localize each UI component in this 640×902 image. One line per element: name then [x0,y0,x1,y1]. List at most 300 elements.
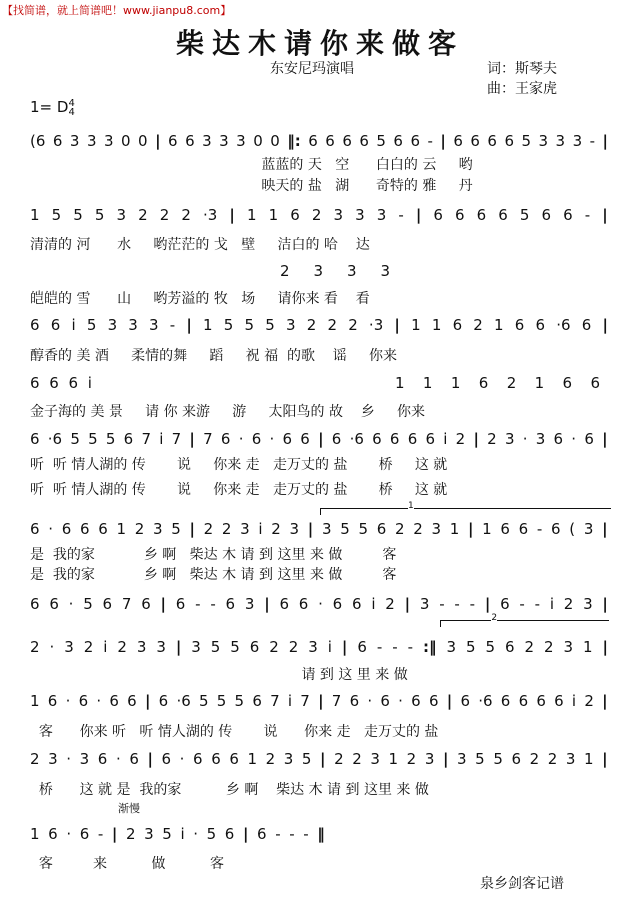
note: 6 [48,825,58,843]
note: 2 [138,206,148,224]
note: 1 [582,638,593,656]
note: 6 [225,595,236,613]
note: 5 [94,206,105,224]
note: 3 [116,206,127,224]
note: 6 [410,132,420,150]
notation-line [30,595,608,613]
note: 6 [554,692,564,710]
note: 1 [30,825,40,843]
note: · [48,520,54,538]
note: 2 [543,638,554,656]
note: 3 [128,316,138,334]
note: 5 [234,692,245,710]
note: 3 [446,638,456,656]
barline: | [602,430,608,448]
note: 6 [331,430,342,448]
barline: | [242,825,249,843]
note: 6 [30,374,40,392]
lyric-line: 桥 这 就 是 我的家 乡 啊 柴达 木 请 到 这里 来 做 [30,782,429,798]
note: - [398,206,404,224]
note: 1 [203,316,213,334]
note: 2 [30,750,40,768]
note: i [371,595,376,613]
note: 3 [64,638,74,656]
note: 2 [221,520,232,538]
note: 2 [134,520,145,538]
notation-line [30,206,608,224]
note: 2 [159,206,170,224]
note: 6 [211,750,221,768]
barline: | [144,692,151,710]
lyric-line: 听 听 情人湖的 传 说 你来 走 走万丈的 盐 桥 这 就 [30,482,448,498]
note: 5 [265,316,275,334]
lyric-line: 是 我的家 乡 啊 柴达 木 请 到 这里 来 做 客 [30,567,397,583]
barline: | [602,132,608,150]
note: 6 [224,825,235,843]
note: 5 [475,750,485,768]
note: 6 [47,692,58,710]
barline: | [320,750,326,768]
note: i [287,692,293,710]
note: 2 [529,750,540,768]
note: 3 [79,750,90,768]
note: - [439,595,445,613]
note: 2 [288,638,299,656]
note: 6 [129,750,139,768]
note: 3 [565,750,576,768]
site-banner[interactable]: 【找简谱，就上简谱吧！www.jianpu8.com】 [2,4,232,17]
note: i [549,595,554,613]
note: 3 [583,520,594,538]
note: 3 [555,132,566,150]
note: · [238,430,244,448]
note: 3 [424,750,435,768]
note: 3 [191,638,201,656]
note: - [407,638,414,656]
note: 3 [283,750,294,768]
note: 3 [321,520,332,538]
note: 1 [584,750,594,768]
note: i [71,316,76,334]
lyric-line: 金子海的 美 景 请 你 来游 游 太阳鸟的 故 乡 你来 [30,404,426,420]
note: ·6 [47,430,63,448]
notation-line [395,374,600,392]
note: 6 [300,430,310,448]
lyric-line: 清清的 河 水 哟茫茫的 戈 壁 洁白的 哈 达 [30,237,370,253]
note: 2 [30,638,40,656]
note: 3 [313,262,324,280]
note: 6 [536,692,546,710]
note: 6 [127,692,137,710]
note: 6 [252,692,262,710]
note: 6 [487,132,497,150]
note: 3 [48,750,58,768]
note: 2 [348,316,358,334]
note: 6 [290,206,300,224]
notation-line [30,825,325,843]
note: 6 [372,430,382,448]
note: 1 [246,206,257,224]
note: 6 [168,132,178,150]
barline: | [307,520,314,538]
note: 6 [220,430,231,448]
note: 3 [419,595,430,613]
notation-line [30,750,608,768]
note: 3 [156,638,166,656]
note: 3 [202,132,212,150]
note: 3 [380,262,390,280]
note: 2 [506,374,517,392]
barline: ‖ [317,825,325,843]
note: 3 [289,520,300,538]
barline: | [341,638,348,656]
lyric-line: 映天的 盐 湖 奇特的 雅 丹 [30,178,473,194]
note: - [589,132,596,150]
note: 6 [249,638,260,656]
barline: | [602,595,608,613]
note: i [443,430,448,448]
note: 1 [449,520,460,538]
key-signature [30,98,75,117]
note: 3 [355,206,365,224]
note: 6 [30,520,40,538]
note: ( [569,520,576,538]
time-sig-top: 4 [68,97,75,109]
note: 3 [144,825,154,843]
note: 6 [359,132,369,150]
note: 6 [476,206,487,224]
barline: | [147,750,153,768]
key-label: 1= D [30,98,69,116]
note: · [115,750,121,768]
note: 6 [185,132,195,150]
note: 3 [69,132,80,150]
note: ·6 [556,316,571,334]
note: - [275,825,281,843]
barline: | [602,638,608,656]
note: 6 [30,595,40,613]
note: 5 [223,316,234,334]
note: 2 [385,595,395,613]
barline: | [189,520,195,538]
note: 7 [331,692,342,710]
note: 5 [86,316,97,334]
note: 5 [493,750,503,768]
note: 6 [433,206,443,224]
note: 6 [498,206,508,224]
barline: | [602,316,608,334]
barline: | [394,316,400,334]
barline: | [602,692,608,710]
note: 3 [219,132,229,150]
barline: | [318,430,324,448]
note: 5 [51,206,62,224]
notation-line [30,638,608,656]
note: 3 [583,595,593,613]
note: - [519,595,525,613]
lyric-line: 醇香的 美 酒 柔情的舞 蹈 祝 福 的歌 谣 你来 [30,348,398,364]
note: 2 [311,206,322,224]
note: 7 [171,430,182,448]
barline: | [602,520,608,538]
note: 6 [452,316,463,334]
note: 6 [504,132,514,150]
time-sig-bottom: 4 [68,106,75,118]
volta-bracket [440,613,609,627]
note: 7 [141,430,151,448]
lyric-line: 客 来 做 客 [30,856,224,872]
note: 2 [83,638,94,656]
note: ·6 [478,692,493,710]
note: 2 [269,638,279,656]
note: 6 [175,595,186,613]
volta-bracket [320,501,611,515]
note: 3 [431,520,442,538]
barline: | [442,750,449,768]
note: 2 [563,595,574,613]
note: - [536,520,543,538]
note: · [65,692,71,710]
note: · [66,825,72,843]
note: 0 [121,132,131,150]
note: 2 [524,638,534,656]
note: 3 [86,132,97,150]
note: 6 [518,520,529,538]
note: 5 [301,750,312,768]
note: 6 [514,316,525,334]
note: 5 [83,595,93,613]
note: 3 [370,750,380,768]
note: 6 [282,430,293,448]
lyric-line: 是 我的家 乡 啊 柴达 木 请 到 这里 来 做 客 [30,547,397,563]
note: ·3 [203,206,218,224]
note: 5 [216,692,227,710]
note: 6 [298,595,309,613]
volta-number: 2 [491,613,498,623]
note: 5 [519,206,530,224]
note: · [571,430,577,448]
notation-line [30,316,608,334]
note: 6 [470,132,480,150]
note: 6 [308,132,318,150]
note: 6 [352,595,362,613]
note: 5 [171,520,181,538]
note: 6 [511,750,521,768]
note: 6 [78,692,89,710]
note: 5 [206,825,217,843]
note: 3 [572,132,583,150]
note: ·3 [368,316,384,334]
note: - [469,595,476,613]
note: 2 [125,825,136,843]
barline: | [160,595,167,613]
note: 6 [425,430,436,448]
lyric-line: 皑皑的 雪 山 哟芳溢的 牧 场 请你来 看 看 [30,291,370,307]
note: 1 [388,750,399,768]
note: 2 [181,206,191,224]
note: 5 [244,316,255,334]
note: 2 [455,430,466,448]
barline: | [602,750,608,768]
note: i [103,638,108,656]
note: 1 [116,520,127,538]
note: 6 [393,132,403,150]
note: 6 [161,750,172,768]
note: 1 [30,692,40,710]
note: 6 [349,692,360,710]
note: 6 [563,206,573,224]
note: 5 [105,430,116,448]
note: 6 [389,430,400,448]
note: 6 [535,316,546,334]
notation-line [30,430,608,448]
note: 3 [107,316,118,334]
note: 2 [487,430,497,448]
note: 6 [109,692,119,710]
note: 0 [138,132,148,150]
note: 6 [455,206,465,224]
note: 5 [210,638,221,656]
note: 6 [411,692,421,710]
volta-number: 1 [408,501,414,511]
note: 1 [494,316,504,334]
note: 3 [308,638,318,656]
barline: | [446,692,453,710]
note: 6 [251,430,262,448]
note: 2 [271,520,281,538]
note: 3 [376,206,387,224]
note: 3 [152,520,163,538]
note: 6 [141,595,151,613]
note: 6 [61,520,72,538]
note: 6 [52,132,63,150]
note: - [392,638,398,656]
note: 2 [473,316,483,334]
note: · [68,595,74,613]
note: 6 [584,430,594,448]
note: 2 [117,638,127,656]
note: · [49,638,55,656]
note: 5 [88,430,98,448]
note: 3 [333,206,343,224]
note: 6 [380,692,390,710]
barline: :‖ [422,638,437,656]
note: - [584,206,591,224]
notation-line [30,132,608,150]
note: 6 [30,316,40,334]
note: 5 [70,430,80,448]
note: 6 [504,638,515,656]
note: 6 [376,520,387,538]
note: 6 [49,595,59,613]
note: 6 [79,520,90,538]
note: - [454,595,460,613]
note: · [269,430,275,448]
lyric-line: 客 你来 听 听 情人湖的 传 说 你来 走 走万丈的 盐 [30,724,439,740]
note: 1 [482,520,492,538]
note: 3 [103,132,114,150]
note: 1 [534,374,545,392]
note: i [180,825,185,843]
note: 0 [253,132,263,150]
note: · [66,750,72,768]
note: 5 [485,638,495,656]
note: ·6 [349,430,364,448]
lyric-line: 听 听 情人湖的 传 说 你来 走 走万丈的 盐 桥 这 就 [30,457,448,473]
barline: | [318,692,324,710]
note: 6 [123,430,134,448]
lyricist-credit: 词：斯琴夫 [487,61,557,77]
note: - [534,595,541,613]
barline: | [229,206,235,224]
note: 6 [342,132,352,150]
transcriber-credit: 泉乡剑客记谱 [480,876,564,892]
note: 6 [30,430,40,448]
note: 6 [229,750,239,768]
note: - [97,825,104,843]
barline: | [440,132,446,150]
note: 2 [584,692,594,710]
note: 5 [376,132,386,150]
note: 0 [270,132,280,150]
note: 6 [193,750,203,768]
note: 2 [334,750,344,768]
tempo-marking: 渐慢 [118,802,140,815]
note: 6 [500,520,510,538]
note: ·6 [176,692,191,710]
barline: | [264,595,270,613]
note: 2 [547,750,558,768]
note: 2 [352,750,362,768]
note: i [258,520,263,538]
note: 6 [98,520,108,538]
note: i [159,430,164,448]
notation-line [30,520,608,538]
note: 2 [203,520,214,538]
note: · [367,692,373,710]
notation-line [30,692,608,710]
note: 5 [521,132,532,150]
singer-credit: 东安尼玛演唱 [270,61,354,77]
note: i [571,692,577,710]
note: 2 [306,316,317,334]
note: 6 [49,374,59,392]
note: 1 [30,206,40,224]
barline: ‖: [287,132,301,150]
barline: | [467,520,474,538]
note: 5 [73,206,83,224]
note: 3 [563,638,573,656]
note: 3 [504,430,515,448]
barline: | [415,206,422,224]
note: 6 [562,374,573,392]
note: 6 [257,825,267,843]
notation-line [30,374,92,392]
note: 7 [300,692,310,710]
note: · [179,750,185,768]
barline: | [175,638,182,656]
note: 6 [97,750,108,768]
note: 6 [79,825,90,843]
barline: | [155,132,161,150]
note: 5 [230,638,240,656]
note: 6 [325,132,335,150]
note: 2 [413,520,423,538]
note: · [522,430,528,448]
note: 3 [236,132,246,150]
barline: | [186,316,192,334]
note: 5 [358,520,369,538]
